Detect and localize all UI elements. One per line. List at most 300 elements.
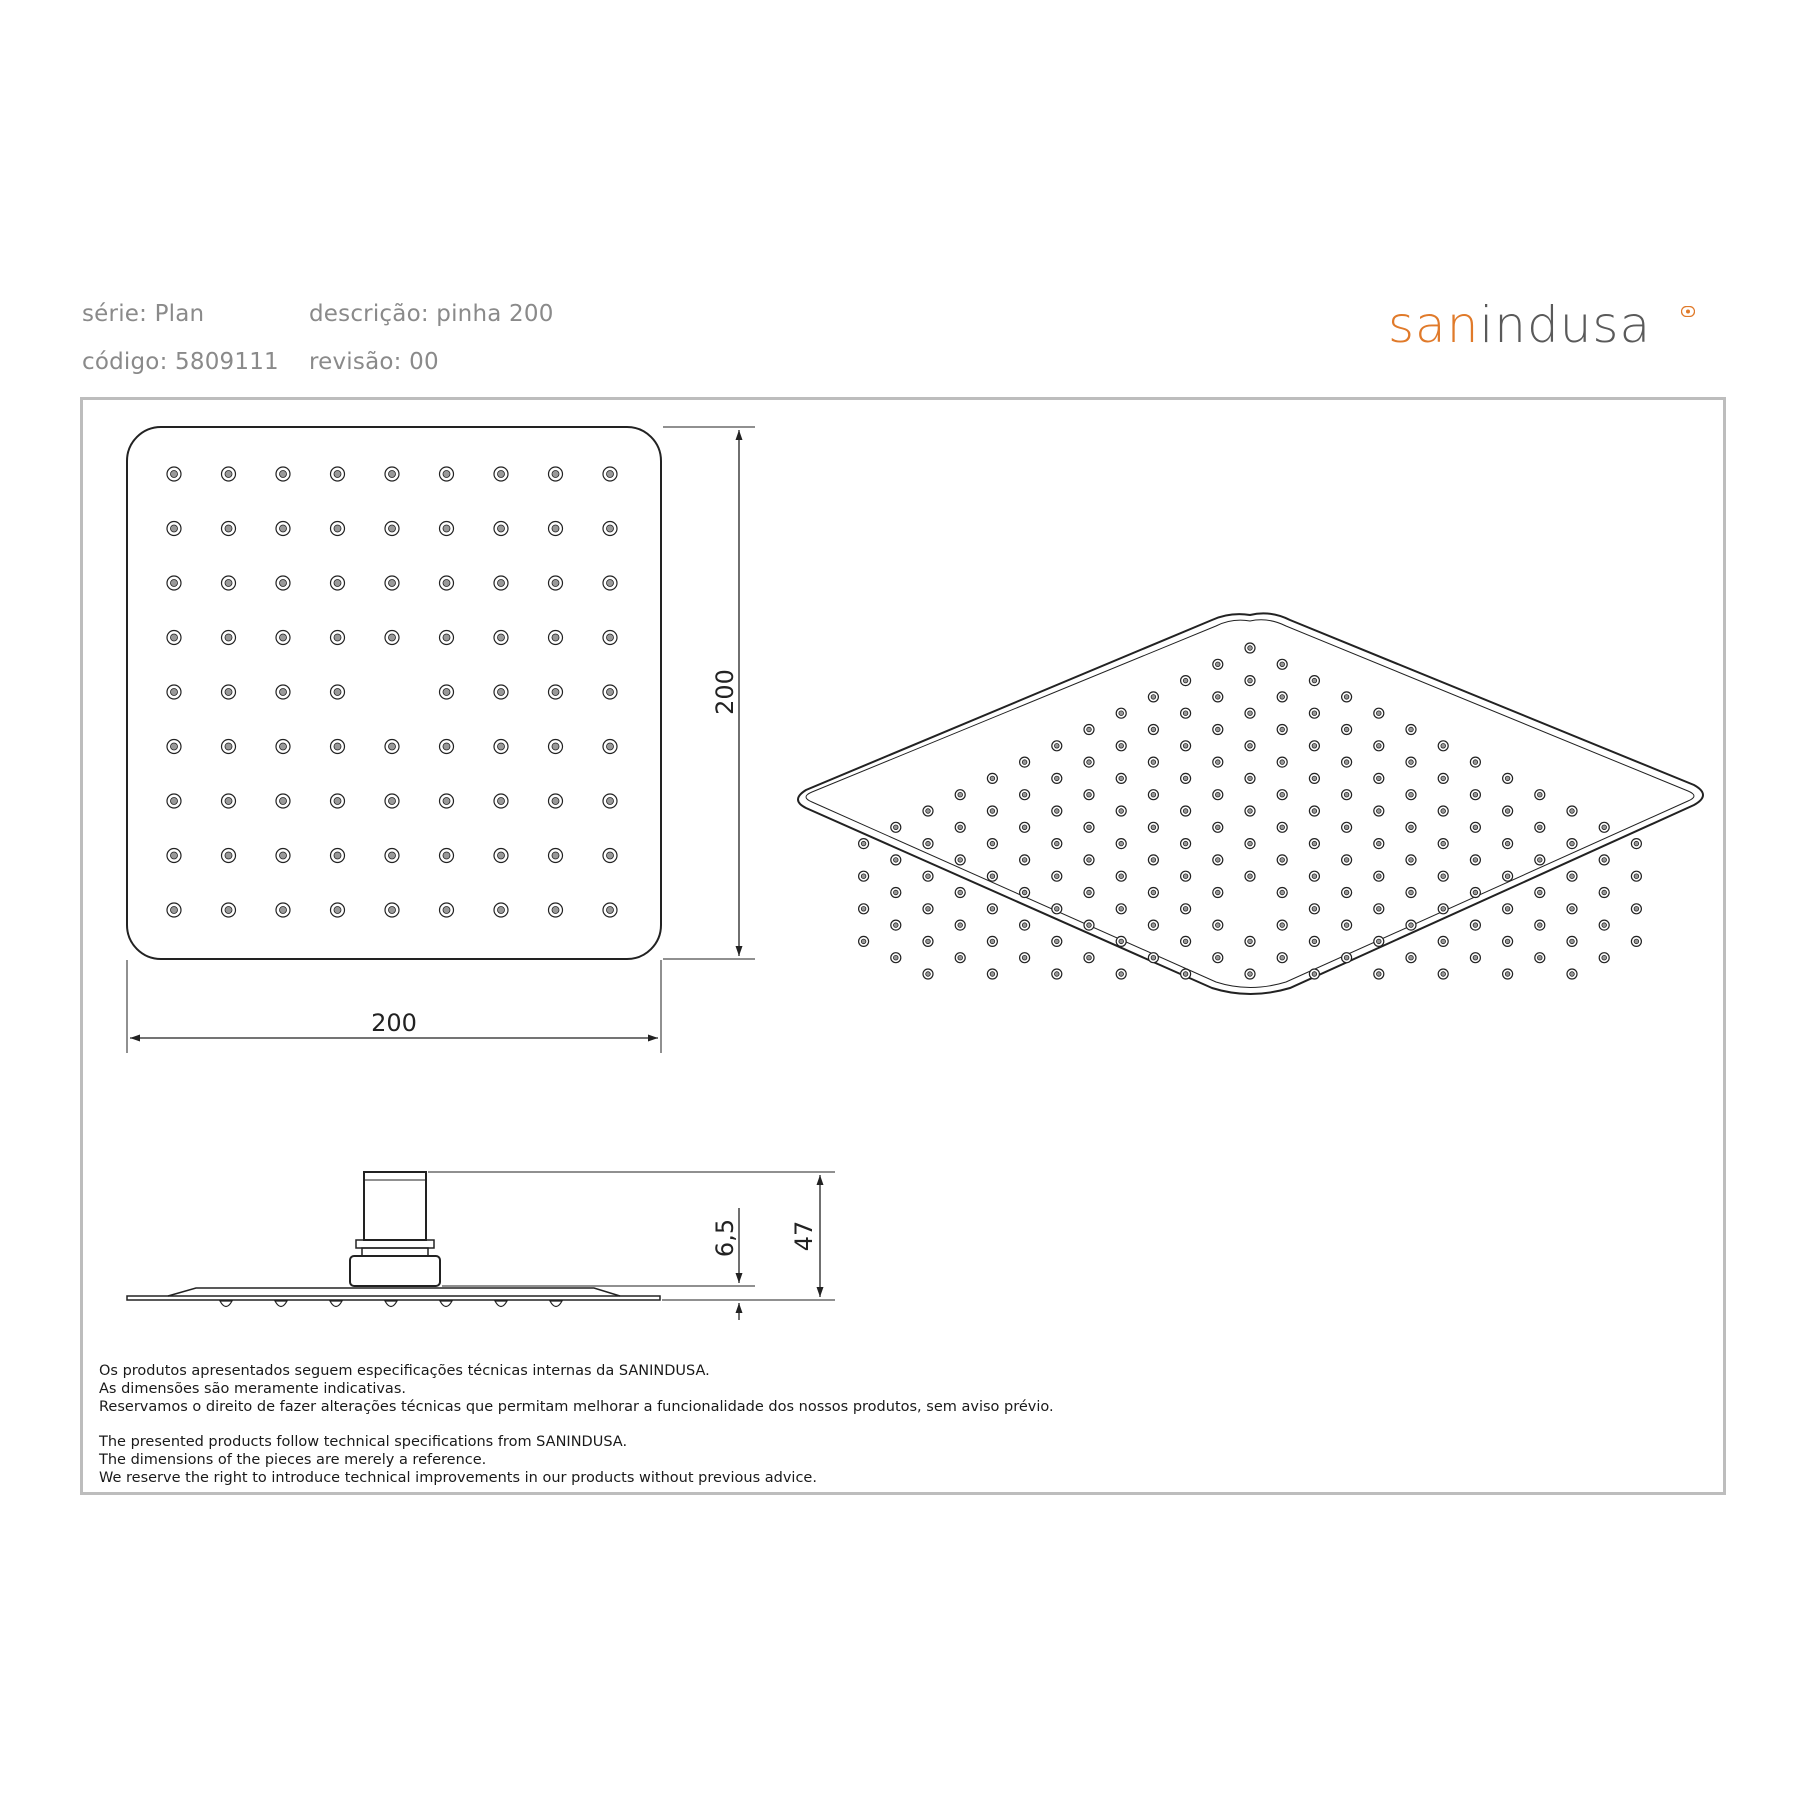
nozzle-core — [334, 743, 341, 750]
height-dimension — [663, 427, 755, 959]
plate-profile — [127, 1296, 660, 1300]
iso-nozzle-core — [1248, 744, 1253, 749]
iso-nozzle-core — [1248, 711, 1253, 716]
nozzle-core — [225, 798, 232, 805]
iso-nozzle-core — [1344, 727, 1349, 732]
iso-nozzle-core — [1344, 825, 1349, 830]
iso-nozzle-core — [1183, 711, 1188, 716]
nozzle-core — [334, 525, 341, 532]
nozzle-core — [443, 798, 450, 805]
nozzle-core — [280, 634, 287, 641]
iso-nozzle-core — [1538, 890, 1543, 895]
iso-nozzle-core — [1441, 744, 1446, 749]
nozzle-core — [389, 634, 396, 641]
iso-nozzle-core — [1216, 923, 1221, 928]
iso-nozzle-core — [1216, 890, 1221, 895]
nozzle-core — [171, 580, 178, 587]
iso-nozzle-core — [1087, 760, 1092, 765]
iso-nozzle-core — [1505, 776, 1510, 781]
iso-nozzle-core — [1312, 874, 1317, 879]
iso-nozzle-core — [1216, 727, 1221, 732]
iso-nozzle-core — [1602, 955, 1607, 960]
iso-nozzle-core — [1183, 809, 1188, 814]
nozzle-core — [389, 907, 396, 914]
nozzle-core — [498, 852, 505, 859]
iso-nozzle-core — [958, 825, 963, 830]
iso-nozzle-core — [894, 955, 899, 960]
iso-nozzle-core — [1022, 825, 1027, 830]
iso-nozzle-core — [1087, 955, 1092, 960]
side-nozzle — [275, 1301, 287, 1307]
iso-nozzle-core — [1344, 695, 1349, 700]
iso-nozzle-core — [1087, 825, 1092, 830]
nozzle-core — [389, 743, 396, 750]
iso-nozzle-core — [1151, 955, 1156, 960]
iso-nozzle-core — [1216, 760, 1221, 765]
nozzle-core — [389, 471, 396, 478]
connector-base — [350, 1256, 440, 1286]
iso-nozzle-core — [1312, 776, 1317, 781]
iso-nozzle-core — [1280, 825, 1285, 830]
iso-nozzle-core — [990, 841, 995, 846]
iso-nozzle-core — [1022, 760, 1027, 765]
revisao-label: revisão: 00 — [309, 349, 439, 375]
nozzle-core — [334, 798, 341, 805]
iso-nozzle-core — [1570, 809, 1575, 814]
iso-nozzle-core — [1183, 972, 1188, 977]
serie-label: série: Plan — [82, 301, 205, 327]
iso-nozzle-core — [1280, 792, 1285, 797]
width-dimension — [127, 960, 661, 1053]
nozzle-core — [607, 525, 614, 532]
nozzle-core — [334, 580, 341, 587]
iso-nozzle-core — [1119, 907, 1124, 912]
nozzle-core — [498, 689, 505, 696]
nozzle-core — [498, 634, 505, 641]
nozzle-core — [607, 580, 614, 587]
note-en-1: The presented products follow technical specifications from SANINDUSA. — [99, 1434, 628, 1450]
iso-nozzle-core — [1570, 939, 1575, 944]
iso-nozzle-core — [1216, 825, 1221, 830]
iso-nozzle-core — [1538, 825, 1543, 830]
iso-nozzle-core — [1280, 662, 1285, 667]
iso-nozzle-core — [1602, 858, 1607, 863]
iso-nozzle-core — [861, 907, 866, 912]
nozzle-core — [225, 580, 232, 587]
iso-nozzle-core — [1441, 907, 1446, 912]
iso-nozzle-core — [1344, 760, 1349, 765]
iso-nozzle-core — [1538, 858, 1543, 863]
iso-nozzle-core — [1538, 923, 1543, 928]
nozzle-core — [225, 852, 232, 859]
iso-nozzle-core — [990, 874, 995, 879]
codigo-label: código: 5809111 — [82, 349, 279, 375]
iso-nozzle-core — [1377, 972, 1382, 977]
nozzle-core — [171, 798, 178, 805]
iso-nozzle-core — [1441, 939, 1446, 944]
iso-nozzle-core — [1634, 939, 1639, 944]
nozzle-core — [607, 471, 614, 478]
nozzle-core — [552, 743, 559, 750]
iso-nozzle-core — [1248, 841, 1253, 846]
note-pt-3: Reservamos o direito de fazer alterações técnicas que permitam melhorar a funcionalidade dos nossos produtos, sem aviso prévio. — [99, 1399, 1054, 1415]
iso-nozzle-core — [1473, 923, 1478, 928]
note-en-2: The dimensions of the pieces are merely a reference. — [99, 1452, 487, 1468]
iso-nozzle-core — [1055, 841, 1060, 846]
iso-nozzle-core — [1538, 955, 1543, 960]
nozzle-core — [280, 743, 287, 750]
iso-nozzle-core — [1280, 727, 1285, 732]
nozzle-core — [552, 580, 559, 587]
iso-nozzle-core — [1441, 841, 1446, 846]
nozzle-core — [171, 471, 178, 478]
iso-nozzle-core — [1280, 955, 1285, 960]
iso-nozzle-core — [1377, 711, 1382, 716]
iso-nozzle-core — [1602, 890, 1607, 895]
iso-nozzle-core — [1312, 939, 1317, 944]
iso-nozzle-core — [1055, 907, 1060, 912]
iso-nozzle-core — [1151, 727, 1156, 732]
nozzle-core — [607, 689, 614, 696]
iso-nozzle-core — [926, 939, 931, 944]
iso-nozzle-core — [894, 890, 899, 895]
descricao-label: descrição: pinha 200 — [309, 301, 554, 327]
nozzle-core — [225, 689, 232, 696]
connector-body — [364, 1172, 426, 1240]
nozzle-core — [225, 471, 232, 478]
isometric-plate-inner — [806, 620, 1694, 988]
iso-nozzle-core — [958, 955, 963, 960]
nozzle-core — [443, 580, 450, 587]
iso-nozzle-core — [1280, 890, 1285, 895]
side-view — [127, 1172, 835, 1320]
nozzle-core — [171, 743, 178, 750]
iso-nozzle-core — [990, 972, 995, 977]
iso-nozzle-core — [1441, 809, 1446, 814]
nozzle-core — [334, 634, 341, 641]
nozzle-core — [443, 525, 450, 532]
iso-nozzle-core — [1119, 939, 1124, 944]
nozzle-core — [498, 525, 505, 532]
height-dimension-label: 200 — [711, 669, 739, 715]
iso-nozzle-core — [1377, 744, 1382, 749]
iso-nozzle-core — [1473, 858, 1478, 863]
iso-nozzle-core — [1409, 955, 1414, 960]
iso-nozzle-core — [1055, 776, 1060, 781]
iso-nozzle-core — [1409, 825, 1414, 830]
iso-nozzle-core — [1377, 809, 1382, 814]
iso-nozzle-core — [1022, 858, 1027, 863]
nozzle-core — [443, 743, 450, 750]
iso-nozzle-core — [1248, 776, 1253, 781]
iso-nozzle-core — [1280, 695, 1285, 700]
iso-nozzle-core — [1216, 955, 1221, 960]
nozzle-core — [389, 525, 396, 532]
iso-nozzle-core — [1183, 776, 1188, 781]
side-nozzle-row — [220, 1301, 562, 1307]
nozzle-core — [334, 907, 341, 914]
nozzle-core — [443, 634, 450, 641]
nozzle-core — [498, 743, 505, 750]
iso-nozzle-core — [1312, 711, 1317, 716]
iso-nozzle-core — [1151, 858, 1156, 863]
nozzle-core — [280, 471, 287, 478]
iso-nozzle-core — [1312, 809, 1317, 814]
note-pt-1: Os produtos apresentados seguem especificações técnicas internas da SANINDUSA. — [99, 1363, 710, 1379]
iso-nozzle-core — [1441, 874, 1446, 879]
iso-nozzle-core — [1602, 923, 1607, 928]
nozzle-core — [171, 852, 178, 859]
iso-nozzle-core — [958, 792, 963, 797]
iso-nozzle-core — [1505, 939, 1510, 944]
nozzle-core — [607, 743, 614, 750]
iso-nozzle-core — [1409, 858, 1414, 863]
iso-nozzle-core — [1151, 890, 1156, 895]
note-en-3: We reserve the right to introduce technical improvements in our products without previous advice. — [99, 1470, 817, 1486]
iso-nozzle-core — [1377, 907, 1382, 912]
iso-nozzle-core — [1538, 792, 1543, 797]
iso-nozzle-core — [1119, 809, 1124, 814]
nozzle-core — [171, 689, 178, 696]
nozzle-core — [443, 852, 450, 859]
iso-nozzle-core — [1570, 907, 1575, 912]
iso-nozzle-core — [1248, 646, 1253, 651]
iso-nozzle-core — [1183, 678, 1188, 683]
iso-nozzle-core — [1377, 874, 1382, 879]
iso-nozzle-core — [1441, 776, 1446, 781]
iso-nozzle-core — [1409, 760, 1414, 765]
iso-nozzle-core — [1119, 874, 1124, 879]
iso-nozzle-core — [958, 858, 963, 863]
nozzle-core — [552, 907, 559, 914]
iso-nozzle-core — [1183, 907, 1188, 912]
nozzle-core — [225, 907, 232, 914]
iso-nozzle-core — [1409, 792, 1414, 797]
iso-nozzle-core — [1634, 907, 1639, 912]
iso-nozzle-core — [1344, 792, 1349, 797]
iso-nozzle-core — [1087, 890, 1092, 895]
side-nozzle — [550, 1301, 562, 1307]
iso-nozzle-core — [1183, 744, 1188, 749]
iso-nozzle-core — [926, 841, 931, 846]
iso-nozzle-core — [1280, 858, 1285, 863]
nozzle-core — [607, 907, 614, 914]
iso-nozzle-core — [1087, 858, 1092, 863]
nozzle-core — [552, 689, 559, 696]
side-nozzle — [330, 1301, 342, 1307]
iso-nozzle-core — [1183, 874, 1188, 879]
iso-nozzle-core — [1312, 972, 1317, 977]
connector-ring — [362, 1248, 428, 1256]
nozzle-core — [225, 525, 232, 532]
nozzle-core — [225, 743, 232, 750]
shower-plate-outline — [127, 427, 661, 959]
nozzle-core — [607, 852, 614, 859]
nozzle-core — [280, 907, 287, 914]
iso-nozzle-core — [1312, 907, 1317, 912]
logo-part-san: san — [1388, 296, 1480, 354]
iso-nozzle-core — [990, 907, 995, 912]
iso-nozzle-core — [1570, 972, 1575, 977]
iso-nozzle-core — [1216, 792, 1221, 797]
iso-nozzle-core — [1570, 841, 1575, 846]
iso-nozzle-core — [1087, 727, 1092, 732]
iso-nozzle-core — [1087, 792, 1092, 797]
iso-nozzle-core — [1055, 809, 1060, 814]
nozzle-core — [280, 580, 287, 587]
iso-nozzle-core — [1248, 809, 1253, 814]
iso-nozzle-core — [1183, 841, 1188, 846]
nozzle-core — [552, 525, 559, 532]
nozzle-core — [498, 907, 505, 914]
iso-nozzle-core — [926, 874, 931, 879]
iso-nozzle-core — [1344, 955, 1349, 960]
nozzle-core — [389, 580, 396, 587]
iso-nozzle-core — [1055, 939, 1060, 944]
iso-nozzle-core — [1248, 678, 1253, 683]
plate-top-profile — [168, 1288, 620, 1296]
iso-nozzle-core — [894, 923, 899, 928]
side-nozzle — [495, 1301, 507, 1307]
iso-nozzle-core — [1409, 923, 1414, 928]
iso-nozzle-core — [1280, 760, 1285, 765]
iso-nozzle-core — [894, 858, 899, 863]
iso-nozzle-core — [861, 874, 866, 879]
iso-nozzle-core — [1377, 841, 1382, 846]
iso-nozzle-core — [1473, 955, 1478, 960]
iso-nozzle-core — [990, 776, 995, 781]
iso-nozzle-core — [1119, 711, 1124, 716]
iso-nozzle-core — [1409, 890, 1414, 895]
iso-nozzle-core — [1570, 874, 1575, 879]
width-dimension-label: 200 — [371, 1009, 417, 1037]
iso-nozzle-core — [1312, 841, 1317, 846]
iso-nozzle-core — [1022, 923, 1027, 928]
iso-nozzle-core — [1151, 792, 1156, 797]
nozzle-core — [334, 852, 341, 859]
side-nozzle — [220, 1301, 232, 1307]
iso-nozzle-core — [990, 809, 995, 814]
iso-nozzle-core — [1055, 874, 1060, 879]
iso-nozzle-core — [1602, 825, 1607, 830]
iso-nozzle-core — [1216, 695, 1221, 700]
iso-nozzle-core — [1473, 760, 1478, 765]
iso-nozzle-core — [1216, 662, 1221, 667]
nozzle-core — [552, 634, 559, 641]
nozzle-core — [280, 689, 287, 696]
iso-nozzle-core — [1119, 776, 1124, 781]
iso-nozzle-core — [1248, 939, 1253, 944]
nozzle-core — [280, 525, 287, 532]
iso-nozzle-core — [1505, 809, 1510, 814]
side-nozzle — [440, 1301, 452, 1307]
note-pt-2: As dimensões são meramente indicativas. — [99, 1381, 406, 1397]
iso-nozzle-core — [1634, 874, 1639, 879]
iso-nozzle-core — [1248, 874, 1253, 879]
iso-nozzle-core — [926, 809, 931, 814]
iso-nozzle-core — [1344, 858, 1349, 863]
nozzle-core — [280, 798, 287, 805]
iso-nozzle-core — [1473, 890, 1478, 895]
iso-nozzle-core — [1441, 972, 1446, 977]
iso-nozzle-core — [1312, 678, 1317, 683]
iso-nozzle-core — [1505, 841, 1510, 846]
nozzle-core — [280, 852, 287, 859]
nozzle-core — [171, 525, 178, 532]
isometric-nozzle-grid — [859, 643, 1642, 979]
nozzle-grid — [167, 467, 617, 917]
iso-nozzle-core — [990, 939, 995, 944]
side-nozzle — [385, 1301, 397, 1307]
total-height-label: 47 — [790, 1220, 818, 1252]
nozzle-core — [552, 798, 559, 805]
logo-part-indusa: indusa — [1479, 296, 1652, 354]
nozzle-core — [171, 634, 178, 641]
iso-nozzle-core — [926, 907, 931, 912]
nozzle-core — [443, 907, 450, 914]
iso-nozzle-core — [1216, 858, 1221, 863]
iso-nozzle-core — [1183, 939, 1188, 944]
iso-nozzle-core — [1344, 923, 1349, 928]
iso-nozzle-core — [1505, 907, 1510, 912]
nozzle-core — [607, 634, 614, 641]
iso-nozzle-core — [894, 825, 899, 830]
nozzle-core — [389, 852, 396, 859]
iso-nozzle-core — [958, 890, 963, 895]
nozzle-core — [443, 689, 450, 696]
connector-nut — [356, 1240, 434, 1248]
iso-nozzle-core — [926, 972, 931, 977]
iso-nozzle-core — [1151, 760, 1156, 765]
nozzle-core — [498, 471, 505, 478]
nozzle-core — [334, 689, 341, 696]
nozzle-core — [498, 580, 505, 587]
iso-nozzle-core — [1022, 890, 1027, 895]
nozzle-core — [389, 798, 396, 805]
iso-nozzle-core — [1312, 744, 1317, 749]
iso-nozzle-core — [1022, 955, 1027, 960]
iso-nozzle-core — [1087, 923, 1092, 928]
iso-nozzle-core — [1473, 792, 1478, 797]
iso-nozzle-core — [1409, 727, 1414, 732]
iso-nozzle-core — [1022, 792, 1027, 797]
iso-nozzle-core — [1119, 972, 1124, 977]
nozzle-core — [498, 798, 505, 805]
isometric-view — [798, 613, 1703, 994]
iso-nozzle-core — [861, 841, 866, 846]
nozzle-core — [607, 798, 614, 805]
top-view — [127, 427, 661, 959]
nozzle-core — [552, 471, 559, 478]
iso-nozzle-core — [958, 923, 963, 928]
iso-nozzle-core — [1119, 841, 1124, 846]
iso-nozzle-core — [1151, 923, 1156, 928]
iso-nozzle-core — [1344, 890, 1349, 895]
iso-nozzle-core — [1473, 825, 1478, 830]
iso-nozzle-core — [1151, 825, 1156, 830]
iso-nozzle-core — [1151, 695, 1156, 700]
nozzle-core — [171, 907, 178, 914]
iso-nozzle-core — [1505, 874, 1510, 879]
iso-nozzle-core — [1377, 776, 1382, 781]
iso-nozzle-core — [1505, 972, 1510, 977]
iso-nozzle-core — [1248, 972, 1253, 977]
nozzle-core — [443, 471, 450, 478]
plate-thickness-label: 6,5 — [711, 1218, 739, 1258]
nozzle-core — [225, 634, 232, 641]
nozzle-core — [334, 471, 341, 478]
iso-nozzle-core — [861, 939, 866, 944]
